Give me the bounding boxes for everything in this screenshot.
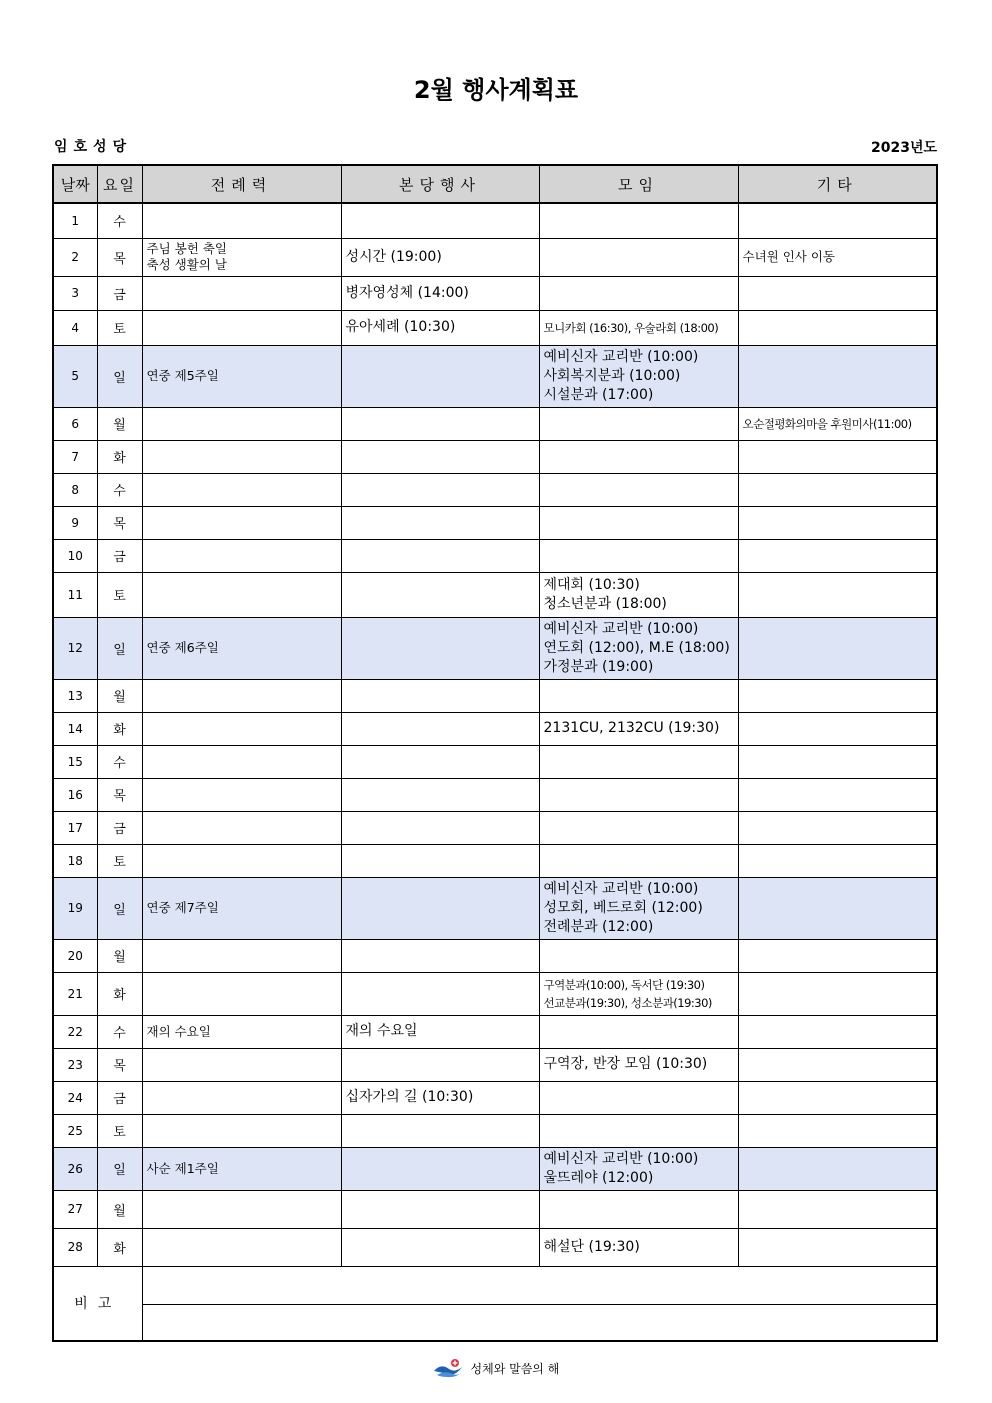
- liturgy-cell: [142, 939, 341, 972]
- meeting-cell: [539, 440, 738, 473]
- cell-line: 재의 수요일: [146, 1023, 211, 1039]
- day-cell: 일: [97, 1147, 142, 1190]
- other-cell: [738, 844, 937, 877]
- table-row: [53, 778, 937, 811]
- cell-line: 연중 제7주일: [146, 900, 219, 915]
- meeting-cell: [539, 972, 738, 1015]
- meeting-cell: [539, 1015, 738, 1048]
- meeting-cell: [539, 939, 738, 972]
- liturgy-cell: [142, 1114, 341, 1147]
- parish-event-cell: [341, 1228, 539, 1266]
- table-row: [53, 1048, 937, 1081]
- date-cell: 27: [53, 1190, 97, 1228]
- liturgy-cell: [142, 345, 341, 407]
- parish-logo-icon: [433, 1358, 463, 1381]
- liturgy-cell: [142, 473, 341, 506]
- other-cell: [738, 877, 937, 939]
- footer-text: 성체와 말씀의 해: [470, 1362, 560, 1376]
- liturgy-cell: [142, 1147, 341, 1190]
- day-cell: 화: [97, 440, 142, 473]
- liturgy-cell: [142, 1228, 341, 1266]
- day-cell: 일: [97, 617, 142, 679]
- parish-event-cell: [341, 407, 539, 440]
- other-cell: [738, 440, 937, 473]
- liturgy-cell: [142, 877, 341, 939]
- liturgy-cell: [142, 238, 341, 276]
- cell-line: 선교분과(19:30), 성소분과(19:30): [543, 995, 712, 1010]
- day-cell: 화: [97, 1228, 142, 1266]
- meeting-cell: [539, 679, 738, 712]
- cell-line: 예비신자 교리반 (10:00): [543, 1150, 699, 1167]
- date-cell: 26: [53, 1147, 97, 1190]
- meeting-cell: [539, 407, 738, 440]
- other-cell: [738, 238, 937, 276]
- other-cell: [738, 778, 937, 811]
- meeting-cell: [539, 745, 738, 778]
- meeting-cell: [539, 539, 738, 572]
- parish-event-cell: [341, 778, 539, 811]
- remarks-cell-2: [142, 1304, 937, 1341]
- other-cell: [738, 617, 937, 679]
- cell-line: 주님 봉헌 축일: [146, 241, 227, 256]
- other-cell: [738, 572, 937, 617]
- other-cell: [738, 811, 937, 844]
- liturgy-cell: [142, 844, 341, 877]
- date-cell: 8: [53, 473, 97, 506]
- day-cell: 금: [97, 811, 142, 844]
- other-cell: [738, 407, 937, 440]
- cell-line: 해설단 (19:30): [543, 1238, 640, 1255]
- other-cell: [738, 473, 937, 506]
- table-row: [53, 572, 937, 617]
- table-row: [53, 972, 937, 1015]
- liturgy-cell: [142, 712, 341, 745]
- meeting-cell: [539, 617, 738, 679]
- day-cell: 수: [97, 473, 142, 506]
- other-cell: [738, 972, 937, 1015]
- day-cell: 수: [97, 203, 142, 238]
- table-row: [53, 238, 937, 276]
- parish-event-cell: [341, 473, 539, 506]
- day-cell: 월: [97, 407, 142, 440]
- parish-event-cell: [341, 572, 539, 617]
- cell-line: 연중 제6주일: [146, 640, 219, 655]
- meeting-cell: [539, 1048, 738, 1081]
- liturgy-cell: [142, 506, 341, 539]
- other-cell: [738, 203, 937, 238]
- day-cell: 토: [97, 572, 142, 617]
- liturgy-cell: [142, 1015, 341, 1048]
- cell-line: 유아세례 (10:30): [345, 319, 456, 335]
- header-parish-event: 본당행사: [341, 165, 539, 203]
- parish-event-cell: [341, 679, 539, 712]
- parish-event-cell: [341, 1048, 539, 1081]
- liturgy-cell: [142, 203, 341, 238]
- table-row: [53, 345, 937, 407]
- liturgy-cell: [142, 778, 341, 811]
- other-cell: [738, 1081, 937, 1114]
- meeting-cell: [539, 1228, 738, 1266]
- cell-line: 성시간 (19:00): [345, 248, 442, 265]
- meeting-cell: [539, 345, 738, 407]
- other-cell: [738, 1048, 937, 1081]
- day-cell: 토: [97, 844, 142, 877]
- parish-event-cell: [341, 1015, 539, 1048]
- parish-name: 임호성당: [54, 139, 133, 155]
- day-cell: 금: [97, 276, 142, 310]
- meeting-cell: [539, 276, 738, 310]
- date-cell: 10: [53, 539, 97, 572]
- remarks-row-2: [53, 1304, 937, 1341]
- header-date: 날짜: [53, 165, 97, 203]
- footer: [0, 1358, 992, 1381]
- parish-event-cell: [341, 745, 539, 778]
- table-row: [53, 939, 937, 972]
- table-row: [53, 811, 937, 844]
- parish-event-cell: [341, 506, 539, 539]
- day-cell: 목: [97, 238, 142, 276]
- liturgy-cell: [142, 811, 341, 844]
- cell-line: 예비신자 교리반 (10:00): [543, 880, 699, 897]
- date-cell: 21: [53, 972, 97, 1015]
- day-cell: 월: [97, 1190, 142, 1228]
- date-cell: 20: [53, 939, 97, 972]
- parish-event-cell: [341, 1081, 539, 1114]
- meeting-cell: [539, 844, 738, 877]
- other-cell: [738, 539, 937, 572]
- parish-event-cell: [341, 203, 539, 238]
- date-cell: 9: [53, 506, 97, 539]
- day-cell: 금: [97, 1081, 142, 1114]
- date-cell: 13: [53, 679, 97, 712]
- date-cell: 3: [53, 276, 97, 310]
- other-cell: [738, 679, 937, 712]
- liturgy-cell: [142, 745, 341, 778]
- other-cell: [738, 1147, 937, 1190]
- parish-event-cell: [341, 1147, 539, 1190]
- cell-line: 사회복지분과 (10:00): [543, 367, 681, 384]
- cell-line: 구역장, 반장 모임 (10:30): [543, 1056, 708, 1072]
- meeting-cell: [539, 572, 738, 617]
- date-cell: 28: [53, 1228, 97, 1266]
- table-row: [53, 1015, 937, 1048]
- other-cell: [738, 1228, 937, 1266]
- liturgy-cell: [142, 1081, 341, 1114]
- cell-line: 청소년분과 (18:00): [543, 595, 667, 612]
- day-cell: 목: [97, 1048, 142, 1081]
- meeting-cell: [539, 203, 738, 238]
- date-cell: 14: [53, 712, 97, 745]
- meeting-cell: [539, 1114, 738, 1147]
- other-cell: [738, 939, 937, 972]
- remarks-label: 비고: [53, 1266, 142, 1341]
- day-cell: 토: [97, 1114, 142, 1147]
- schedule-body: [53, 203, 937, 1266]
- cell-line: 예비신자 교리반 (10:00): [543, 620, 699, 637]
- liturgy-cell: [142, 276, 341, 310]
- liturgy-cell: [142, 1048, 341, 1081]
- meeting-cell: [539, 506, 738, 539]
- table-row: [53, 1147, 937, 1190]
- cell-line: 축성 생활의 날: [146, 257, 227, 272]
- liturgy-cell: [142, 572, 341, 617]
- meeting-cell: [539, 1081, 738, 1114]
- date-cell: 1: [53, 203, 97, 238]
- table-row: [53, 679, 937, 712]
- table-row: [53, 1228, 937, 1266]
- table-row: [53, 276, 937, 310]
- parish-event-cell: [341, 811, 539, 844]
- cell-line: 전례분과 (12:00): [543, 918, 654, 935]
- liturgy-cell: [142, 310, 341, 345]
- date-cell: 23: [53, 1048, 97, 1081]
- cell-line: 2131CU, 2132CU (19:30): [543, 720, 720, 736]
- liturgy-cell: [142, 679, 341, 712]
- meeting-cell: [539, 1190, 738, 1228]
- day-cell: 일: [97, 877, 142, 939]
- parish-event-cell: [341, 1190, 539, 1228]
- table-row: [53, 440, 937, 473]
- year-label: 2023년도: [870, 140, 937, 156]
- parish-event-cell: [341, 238, 539, 276]
- table-row: [53, 473, 937, 506]
- date-cell: 7: [53, 440, 97, 473]
- parish-event-cell: [341, 345, 539, 407]
- liturgy-cell: [142, 617, 341, 679]
- parish-event-cell: [341, 310, 539, 345]
- schedule-table: [52, 164, 938, 1342]
- other-cell: [738, 345, 937, 407]
- table-row: [53, 203, 937, 238]
- meeting-cell: [539, 877, 738, 939]
- table-row: [53, 1114, 937, 1147]
- liturgy-cell: [142, 972, 341, 1015]
- header-other: 기타: [738, 165, 937, 203]
- parish-event-cell: [341, 712, 539, 745]
- cell-line: 재의 수요일: [345, 1023, 418, 1039]
- other-cell: [738, 1114, 937, 1147]
- date-cell: 22: [53, 1015, 97, 1048]
- meeting-cell: [539, 811, 738, 844]
- day-cell: 금: [97, 539, 142, 572]
- table-row: [53, 539, 937, 572]
- parish-event-cell: [341, 617, 539, 679]
- other-cell: [738, 310, 937, 345]
- meeting-cell: [539, 473, 738, 506]
- cell-line: 구역분과(10:00), 독서단 (19:30): [543, 977, 705, 992]
- parish-event-cell: [341, 1114, 539, 1147]
- parish-event-cell: [341, 276, 539, 310]
- table-row: [53, 506, 937, 539]
- parish-event-cell: [341, 972, 539, 1015]
- header-row: [53, 165, 937, 203]
- table-row: [53, 1081, 937, 1114]
- parish-event-cell: [341, 539, 539, 572]
- meeting-cell: [539, 712, 738, 745]
- cell-line: 연중 제5주일: [146, 368, 219, 383]
- day-cell: 화: [97, 972, 142, 1015]
- liturgy-cell: [142, 440, 341, 473]
- parish-event-cell: [341, 844, 539, 877]
- cell-line: 울뜨레야 (12:00): [543, 1169, 654, 1186]
- table-row: [53, 1190, 937, 1228]
- cell-line: 모니카회 (16:30), 우술라회 (18:00): [543, 320, 719, 335]
- remarks-row: [53, 1266, 937, 1304]
- day-cell: 월: [97, 939, 142, 972]
- parish-event-cell: [341, 939, 539, 972]
- day-cell: 화: [97, 712, 142, 745]
- day-cell: 월: [97, 679, 142, 712]
- other-cell: [738, 276, 937, 310]
- cell-line: 오순절평화의마을 후원미사(11:00): [742, 416, 912, 431]
- meeting-cell: [539, 1147, 738, 1190]
- date-cell: 4: [53, 310, 97, 345]
- parish-event-cell: [341, 877, 539, 939]
- table-row: [53, 712, 937, 745]
- cell-line: 예비신자 교리반 (10:00): [543, 348, 699, 365]
- header-day: 요일: [97, 165, 142, 203]
- other-cell: [738, 1190, 937, 1228]
- date-cell: 18: [53, 844, 97, 877]
- day-cell: 목: [97, 778, 142, 811]
- meeting-cell: [539, 238, 738, 276]
- other-cell: [738, 712, 937, 745]
- cell-line: 제대회 (10:30): [543, 576, 640, 593]
- meeting-cell: [539, 778, 738, 811]
- table-row: [53, 745, 937, 778]
- date-cell: 12: [53, 617, 97, 679]
- day-cell: 수: [97, 1015, 142, 1048]
- liturgy-cell: [142, 539, 341, 572]
- date-cell: 11: [53, 572, 97, 617]
- day-cell: 토: [97, 310, 142, 345]
- other-cell: [738, 745, 937, 778]
- cell-line: 성모회, 베드로회 (12:00): [543, 899, 703, 916]
- cell-line: 십자가의 길 (10:30): [345, 1089, 474, 1105]
- meeting-cell: [539, 310, 738, 345]
- cell-line: 시설분과 (17:00): [543, 386, 654, 403]
- date-cell: 24: [53, 1081, 97, 1114]
- cell-line: 병자영성체 (14:00): [345, 284, 469, 301]
- day-cell: 목: [97, 506, 142, 539]
- cell-line: 가정분과 (19:00): [543, 658, 654, 675]
- table-row: [53, 310, 937, 345]
- remarks-cell-1: [142, 1266, 937, 1304]
- table-row: [53, 617, 937, 679]
- date-cell: 16: [53, 778, 97, 811]
- other-cell: [738, 506, 937, 539]
- day-cell: 수: [97, 745, 142, 778]
- parish-event-cell: [341, 440, 539, 473]
- date-cell: 25: [53, 1114, 97, 1147]
- day-cell: 일: [97, 345, 142, 407]
- table-row: [53, 877, 937, 939]
- table-row: [53, 407, 937, 440]
- cell-line: 사순 제1주일: [146, 1160, 219, 1176]
- page-title: 2월 행사계획표: [413, 76, 579, 104]
- date-cell: 19: [53, 877, 97, 939]
- cell-line: 수녀원 인사 이동: [742, 249, 835, 264]
- date-cell: 6: [53, 407, 97, 440]
- date-cell: 5: [53, 345, 97, 407]
- liturgy-cell: [142, 1190, 341, 1228]
- date-cell: 15: [53, 745, 97, 778]
- header-meeting: 모임: [539, 165, 738, 203]
- table-row: [53, 844, 937, 877]
- date-cell: 2: [53, 238, 97, 276]
- other-cell: [738, 1015, 937, 1048]
- cell-line: 연도회 (12:00), M.E (18:00): [543, 639, 730, 656]
- header-liturgy: 전례력: [142, 165, 341, 203]
- liturgy-cell: [142, 407, 341, 440]
- date-cell: 17: [53, 811, 97, 844]
